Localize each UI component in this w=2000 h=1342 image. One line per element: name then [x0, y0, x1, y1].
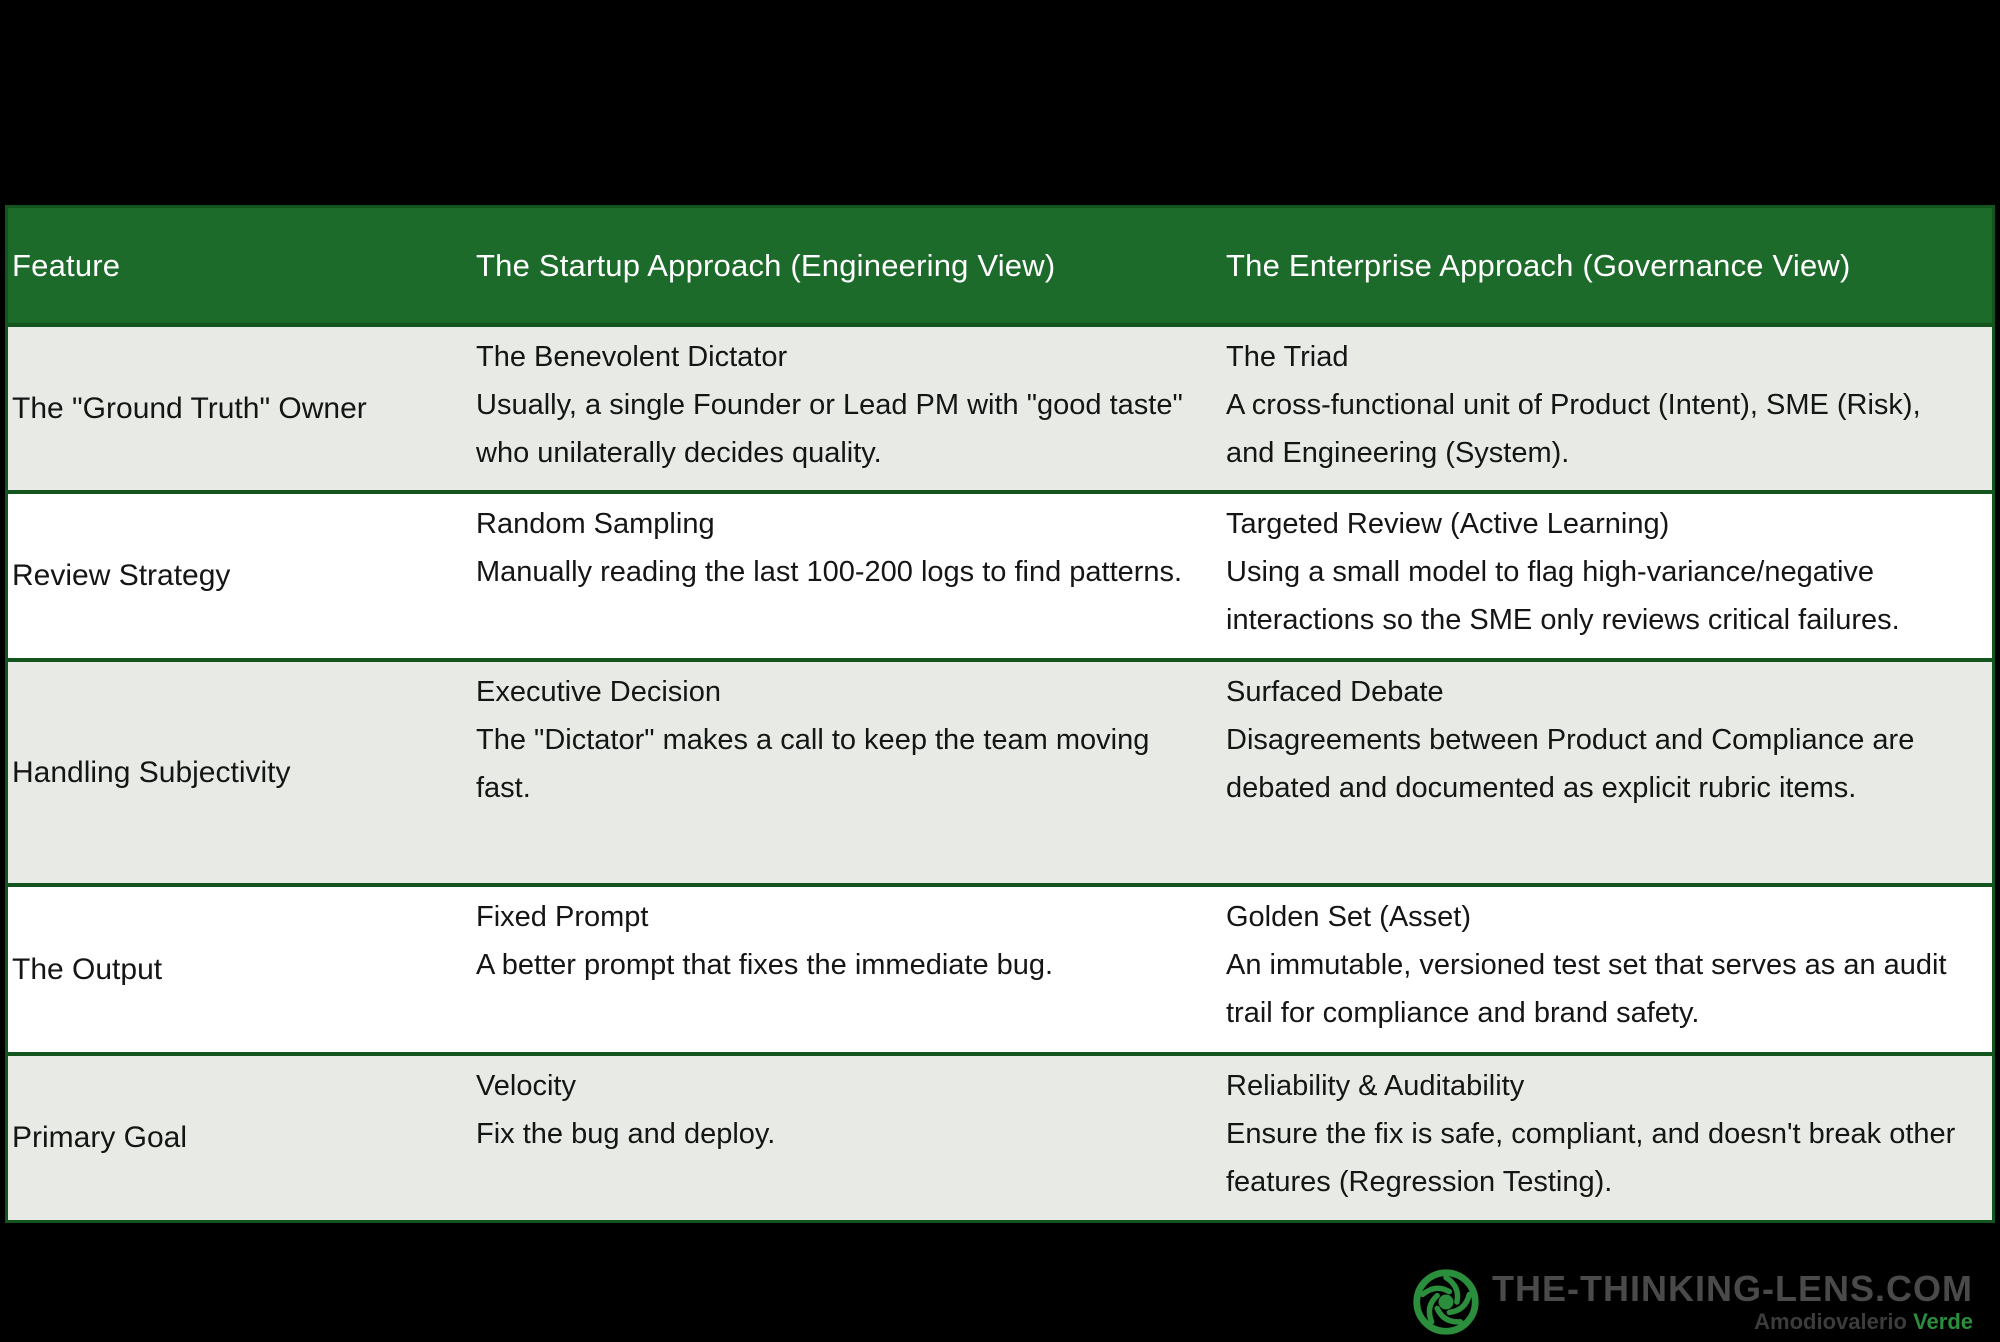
cell-title: Golden Set (Asset): [1226, 901, 1471, 933]
cell-body: An immutable, versioned test set that serves as an audit trail for compliance and brand safety.: [1226, 949, 1947, 1029]
enterprise-cell: [1222, 887, 1992, 1037]
startup-cell: [472, 494, 1222, 596]
enterprise-cell: [1222, 662, 1992, 812]
header-feature: Feature: [12, 247, 121, 283]
cell-body: Ensure the fix is safe, compliant, and doesn't break other features (Regression Testing).: [1226, 1118, 1956, 1198]
cell-body: A better prompt that fixes the immediate bug.: [476, 949, 1054, 981]
startup-cell: [472, 662, 1222, 812]
table-row-ground-truth-owner: [8, 323, 1992, 490]
cell-body: Disagreements between Product and Compliance are debated and documented as explicit rubric items.: [1226, 724, 1915, 804]
cell-title: The Triad: [1226, 341, 1349, 373]
cell-title: The Benevolent Dictator: [476, 341, 788, 373]
cell-body: Using a small model to flag high-variance/negative interactions so the SME only reviews critical failures.: [1226, 556, 1900, 636]
startup-cell: [472, 887, 1222, 989]
cell-title: Executive Decision: [476, 676, 721, 708]
feature-label: Handling Subjectivity: [12, 755, 291, 789]
comparison-table: [5, 205, 1995, 1223]
feature-label: Review Strategy: [12, 559, 231, 592]
enterprise-cell: [1222, 1056, 1992, 1206]
cell-title: Fixed Prompt: [476, 901, 649, 933]
startup-cell: [472, 1056, 1222, 1158]
table-header-row: [8, 208, 1992, 323]
startup-cell: [472, 327, 1222, 477]
cell-body: Usually, a single Founder or Lead PM with "good taste" who unilaterally decides quality.: [476, 389, 1183, 469]
site-name: THE-THINKING-LENS.COM: [1492, 1268, 1973, 1309]
cell-body: Manually reading the last 100-200 logs to find patterns.: [476, 556, 1183, 588]
author-name: [1754, 1309, 1973, 1335]
cell-title: Velocity: [476, 1070, 576, 1102]
feature-label: The "Ground Truth" Owner: [12, 391, 367, 425]
header-enterprise-approach: The Enterprise Approach (Governance View): [1226, 247, 1851, 283]
cell-body: Fix the bug and deploy.: [476, 1118, 776, 1150]
table-row-the-output: [8, 883, 1992, 1052]
cell-title: Reliability & Auditability: [1226, 1070, 1525, 1102]
table-row-review-strategy: [8, 490, 1992, 658]
branding-texts: [1492, 1269, 1973, 1335]
feature-label: Primary Goal: [12, 1121, 188, 1154]
cell-body: The "Dictator" makes a call to keep the team moving fast.: [476, 724, 1150, 804]
enterprise-cell: [1222, 494, 1992, 644]
cell-title: Surfaced Debate: [1226, 676, 1444, 708]
enterprise-cell: [1222, 327, 1992, 477]
cell-title: Random Sampling: [476, 508, 715, 540]
cell-body: A cross-functional unit of Product (Intent), SME (Risk), and Engineering (System).: [1226, 389, 1921, 469]
author-first-name: Amodiovalerio: [1754, 1309, 1907, 1334]
author-last-name: Verde: [1913, 1309, 1973, 1334]
feature-label: The Output: [12, 952, 163, 986]
table-row-handling-subjectivity: [8, 658, 1992, 883]
cell-title: Targeted Review (Active Learning): [1226, 508, 1670, 540]
aperture-lens-icon: [1412, 1268, 1480, 1336]
branding-watermark: [1412, 1268, 1973, 1336]
table-row-primary-goal: [8, 1052, 1992, 1220]
header-startup-approach: The Startup Approach (Engineering View): [476, 247, 1056, 283]
